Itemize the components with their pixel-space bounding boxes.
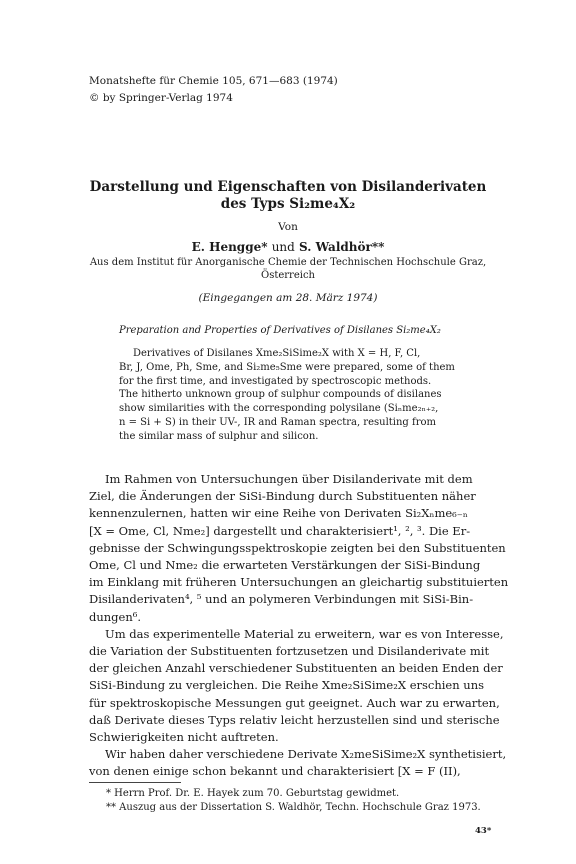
body-line: daß Derivate dieses Typs relativ leicht herzustellen sind und sterische <box>89 712 500 727</box>
abstract-line: for the first time, and investigated by spectroscopic methods. <box>119 375 432 387</box>
copyright-line: © by Springer-Verlag 1974 <box>89 92 233 104</box>
body-line: von denen einige schon bekannt und charakterisiert [X = F (II), <box>89 764 461 779</box>
abstract-line: n = Si + S) in their UV-, IR and Raman spectra, resulting from <box>119 416 436 428</box>
footnote-dissertation: ** Auszug aus der Dissertation S. Waldhör, Techn. Hochschule Graz 1973. <box>106 801 481 813</box>
journal-citation: Monatshefte für Chemie 105, 671—683 (1974) <box>89 75 338 87</box>
institute-line1: Aus dem Institut für Anorganische Chemie der Technischen Hochschule Graz, <box>89 257 487 268</box>
und-conjunction: und <box>271 240 295 254</box>
footnotes <box>106 787 481 814</box>
body-line: kennenzulernen, hatten wir eine Reihe von Derivaten Si₂Xₙme₆₋ₙ <box>89 506 468 521</box>
body-text <box>89 471 509 781</box>
abstract-line: The hitherto unknown group of sulphur compounds of disilanes <box>119 389 442 401</box>
body-line: Im Rahmen von Untersuchungen über Disilanderivate mit dem <box>105 472 473 486</box>
authors-line <box>60 240 516 254</box>
body-line: die Variation der Substituenten fortzusetzen und Disilanderivate mit <box>89 644 490 659</box>
body-line: SiSi-Bindung zu vergleichen. Die Reihe Xme₂SiSime₂X erschien uns <box>89 678 485 693</box>
abstract-line: Br, J, Ome, Ph, Sme, and Si₂me₅Sme were prepared, some of them <box>119 361 455 373</box>
body-line: Um das experimentelle Material zu erweitern, war es von Interesse, <box>105 626 504 641</box>
von-label: Von <box>278 221 298 233</box>
institute-line2: Österreich <box>261 270 315 281</box>
body-line: Disilanderivaten⁴, ⁵ und an polymeren Verbindungen mit SiSi-Bin- <box>89 592 474 607</box>
body-line: Ome, Cl und Nme₂ die erwarteten Verstärkungen der SiSi-Bindung <box>89 558 481 573</box>
signature-mark: 43* <box>475 826 492 836</box>
body-line: für spektroskopische Messungen gut geeignet. Auch war zu erwarten, <box>89 695 500 710</box>
body-line: Schwierigkeiten nicht auftreten. <box>89 730 279 745</box>
abstract <box>119 347 469 444</box>
abstract-title: Preparation and Properties of Derivatives of Disilanes Si₂me₄X₂ <box>119 325 441 336</box>
body-line: im Einklang mit früheren Untersuchungen an gleichartig substituierten <box>89 575 509 590</box>
abstract-line: the similar mass of sulphur and silicon. <box>119 430 319 442</box>
footnote-rule <box>89 782 181 783</box>
received-date: (Eingegangen am 28. März 1974) <box>198 292 378 304</box>
article-title-line1: Darstellung und Eigenschaften von Disilanderivaten <box>89 179 487 195</box>
article-title-line2: des Typs Si₂me₄X₂ <box>220 196 356 212</box>
footnote-dedication: * Herrn Prof. Dr. E. Hayek zum 70. Geburtstag gewidmet. <box>106 788 400 799</box>
abstract-line: Derivatives of Disilanes Xme₂SiSime₂X with X = H, F, Cl, <box>133 348 421 359</box>
body-line: dungen⁶. <box>89 609 142 624</box>
body-line: Ziel, die Änderungen der SiSi-Bindung durch Substituenten näher <box>89 489 476 504</box>
abstract-line: show similarities with the corresponding polysilane (Siₙme₂ₙ₊₂, <box>119 403 439 415</box>
body-line: [X = Ome, Cl, Nme₂] dargestellt und charakterisiert¹, ², ³. Die Er- <box>89 523 471 538</box>
author-hengge: E. Hengge* <box>191 240 268 254</box>
body-line: der gleichen Anzahl verschiedener Substituenten an beiden Enden der <box>89 661 503 676</box>
body-line: gebnisse der Schwingungsspektroskopie zeigten bei den Substituenten <box>89 540 506 555</box>
body-line: Wir haben daher verschiedene Derivate X₂meSiSime₂X synthetisiert, <box>105 747 507 762</box>
author-waldhoer: S. Waldhör** <box>299 240 385 254</box>
journal-header <box>89 73 338 107</box>
